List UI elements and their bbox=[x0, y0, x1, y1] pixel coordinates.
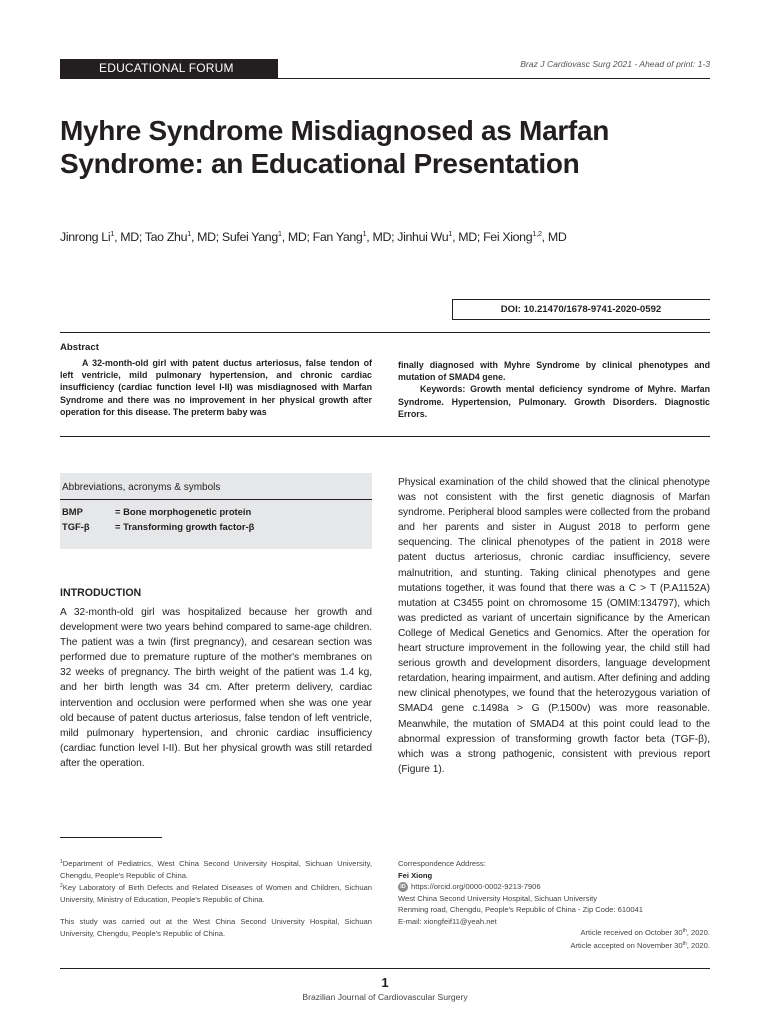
accepted-date bbox=[570, 939, 710, 952]
author-degree: MD bbox=[547, 230, 567, 244]
footnote-mark: 1 bbox=[60, 859, 63, 865]
abstract-rule bbox=[60, 436, 710, 437]
author: Fei Xiong bbox=[483, 230, 533, 244]
abstract-label: Abstract bbox=[60, 342, 99, 353]
article-dates bbox=[570, 926, 710, 951]
author: Tao Zhu bbox=[144, 230, 188, 244]
abstract-text-left: A 32-month-old girl with patent ductus arteriosus, false tendon of left ventricle, mild pulmonary hypertension, and chronic cardiac insufficiency (cardiac function level I-II) was misdiagnosed with Marfan Syndrome and there was no improvement in her physical growth after operation for this disease. The preterm baby was bbox=[60, 358, 372, 417]
affiliation-mark: 1 bbox=[277, 229, 282, 238]
footnote-mark: 2 bbox=[60, 883, 63, 889]
author: Jinrong Li bbox=[60, 230, 111, 244]
abbreviations-title: Abbreviations, acronyms & symbols bbox=[62, 482, 221, 493]
abbreviations-box bbox=[60, 473, 372, 549]
introduction-heading: INTRODUCTION bbox=[60, 587, 142, 599]
ordinal-suffix: th bbox=[682, 928, 687, 934]
abstract-text-right bbox=[398, 359, 710, 420]
keywords-list: Growth mental deficiency syndrome of Myhre. Marfan Syndrome. Hypertension, Pulmonary. Growth Disorders. Diagnostic Errors. bbox=[398, 384, 710, 419]
author-degree: MD bbox=[197, 230, 216, 244]
footnote-text: Key Laboratory of Birth Defects and Related Diseases of Women and Children, Sichuan University, Ministry of Education, People's Republic of China. bbox=[60, 883, 372, 904]
orcid-row bbox=[398, 881, 710, 893]
doi-box bbox=[452, 299, 710, 320]
received-text: Article received on October 30 bbox=[580, 928, 683, 937]
header-rule bbox=[60, 78, 710, 79]
section-badge: EDUCATIONAL FORUM bbox=[60, 59, 278, 78]
keywords-label: Keywords: bbox=[420, 384, 466, 395]
abstract-conclusion: finally diagnosed with Myhre Syndrome by clinical phenotypes and mutation of SMAD4 gene. bbox=[398, 360, 710, 383]
affiliation-mark: 1 bbox=[187, 229, 191, 238]
doi-link[interactable]: DOI: 10.21470/1678-9741-2020-0592 bbox=[500, 304, 662, 315]
affiliation-footnote-1 bbox=[60, 857, 372, 881]
abbreviation-row bbox=[62, 521, 254, 532]
correspondence-name: Fei Xiong bbox=[398, 870, 433, 880]
orcid-link[interactable]: https://orcid.org/0000-0002-9213-7906 bbox=[411, 882, 541, 892]
affiliation-mark: 1 bbox=[110, 229, 115, 238]
correspondence-label: Correspondence Address: bbox=[398, 859, 486, 868]
abbreviation-definition: = Transforming growth factor-β bbox=[115, 521, 255, 532]
footnote-text: Department of Pediatrics, West China Second University Hospital, Sichuan University, Chengdu, People's Republic of China. bbox=[60, 859, 372, 880]
footer-rule bbox=[60, 968, 710, 969]
case-paragraph: Physical examination of the child showed that the clinical phenotype was not consistent with the first genetic diagnosis of Marfan syndrome. Peripheral blood samples were collected from the proband and her parents and sister in August 2018 to perform gene sequencing. The clinical phenotypes of the patient in 2018 were patent ductus arteriosus, chronic cardiac insufficiency, severe malnutrition, and stunting. Taking clinical phenotypes and gene mutations together, it was found that there was a C > T (P.A1152A) mutation at C3455 point on chromosome 15 (OMIM:134797), which was predicted as variant of uncertain significance by the American College of Medical Genetics and Genomics. After the operation for heart structure improvement in the following year, the child still had serious growth and development disorders, language development retardation, hearing impairment, and autism. After defining and adding new clinical phenotypes, we found that the heterozygous variation of SMAD4 gene c.1498a > G (P.1500v) was more reasonable. Meanwhile, the mutation of SMAD4 at this point could lead to the abnormal expression of transforming growth factor beta (TGF-β), which was a strong pathogenic, consistent with previous report (Figure 1). bbox=[398, 477, 710, 775]
affiliation-mark: 1,2 bbox=[532, 229, 542, 238]
author-degree: MD bbox=[458, 230, 477, 244]
correspondence-address: Renming road, Chengdu, People's Republic of China - Zip Code: 610041 bbox=[398, 905, 644, 915]
received-date bbox=[570, 926, 710, 939]
doi-rule bbox=[60, 332, 710, 333]
author-degree: MD bbox=[120, 230, 139, 244]
title-line-1: Myhre Syndrome Misdiagnosed as Marfan bbox=[60, 115, 610, 146]
author-list: Jinrong Li$^1$, MD; Tao Zhu$^1$, MD; Sufei Yang$^1$, MD; Fan Yang$^1$, MD; Jinhui Wu$^1$, MD; Fei Xiong$^{1,2}$, MD bbox=[60, 229, 567, 244]
correspondence-institution: West China Second University Hospital, Sichuan University bbox=[398, 893, 598, 903]
accepted-text: Article accepted on November 30 bbox=[570, 940, 683, 950]
keywords bbox=[398, 383, 710, 420]
received-year: , 2020. bbox=[686, 928, 710, 937]
author: Jinhui Wu bbox=[397, 230, 449, 244]
orcid-icon: iD bbox=[398, 882, 408, 892]
affiliation-footnote-2 bbox=[60, 881, 372, 905]
article-title bbox=[60, 114, 720, 180]
author-degree: MD bbox=[372, 230, 392, 244]
ordinal-suffix: th bbox=[682, 940, 687, 947]
introduction-paragraph: A 32-month-old girl was hospitalized because her growth and development were two years behind compared to same-age children. The patient was a twin (first pregnancy), and cesarean section was performed due to premature rupture of the mother's membranes on 32 weeks of pregnancy. The birth weight of the patient was 1.4 kg, and her birth length was 34 cm. After preterm delivery, cardiac intervention and occlusion were performed when she was one year old because of patent ductus arteriosus, false tendon of left ventricle, mild pulmonary hypertension, and chronic cardiac insufficiency (cardiac function level I-II). But her physical growth was still retarded after the operation. bbox=[60, 607, 372, 769]
abbreviation-term: BMP bbox=[62, 506, 83, 517]
correspondence-block bbox=[398, 858, 710, 928]
study-location-note: This study was carried out at the West China Second University Hospital, Sichuan University, Chengdu, People's Republic of China. bbox=[60, 917, 372, 938]
footnote-rule bbox=[60, 837, 162, 838]
author-degree: MD bbox=[287, 230, 307, 244]
abbreviation-row bbox=[62, 506, 251, 517]
title-line-2: Syndrome: an Educational Presentation bbox=[60, 148, 580, 179]
abbreviation-definition: = Bone morphogenetic protein bbox=[115, 506, 252, 517]
affiliation-mark: 1 bbox=[362, 229, 367, 238]
author: Sufei Yang bbox=[221, 230, 278, 244]
affiliation-mark: 1 bbox=[448, 229, 453, 238]
journal-citation: Braz J Cardiovasc Surg 2021 - Ahead of print: 1-3 bbox=[520, 59, 710, 69]
accepted-year: , 2020. bbox=[686, 940, 710, 950]
journal-name: Brazilian Journal of Cardiovascular Surgery bbox=[302, 992, 468, 1002]
page-number: 1 bbox=[381, 975, 389, 990]
abbreviation-term: TGF-β bbox=[62, 521, 90, 532]
author: Fan Yang bbox=[312, 230, 363, 244]
correspondence-email[interactable]: E-mail: xiongfeif11@yeah.net bbox=[398, 916, 497, 926]
abbreviations-divider bbox=[60, 499, 372, 500]
